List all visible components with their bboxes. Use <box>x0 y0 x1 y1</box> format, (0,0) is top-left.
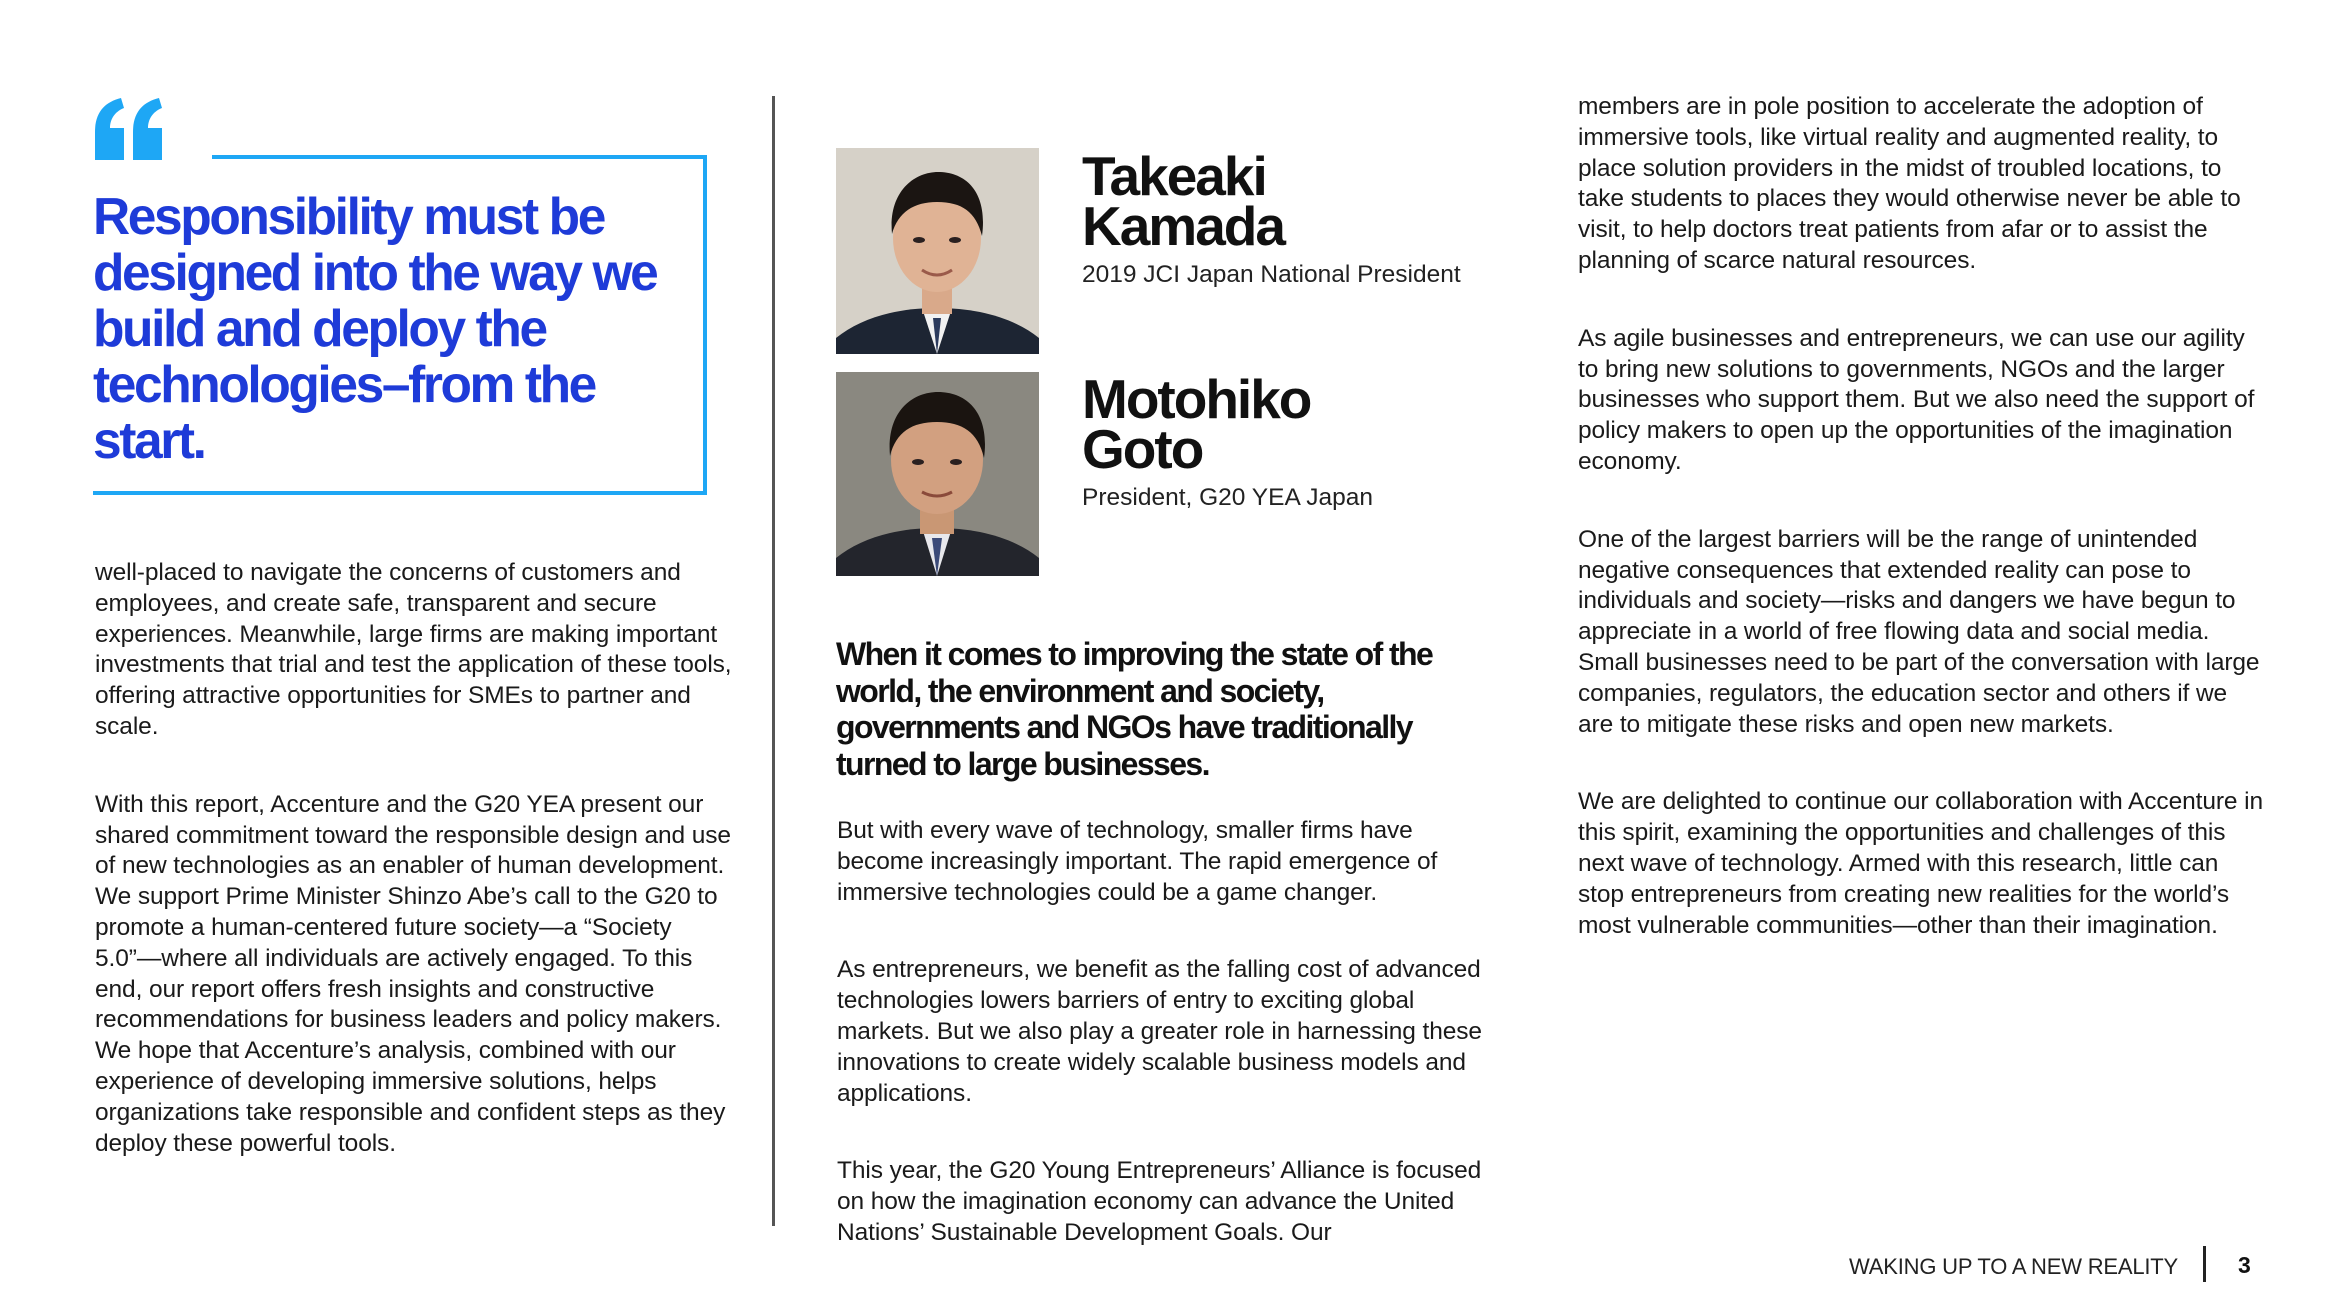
person-role: 2019 JCI Japan National President <box>1082 261 1461 288</box>
pull-quote: Responsibility must be designed into the way we build and deploy the technologies–from the start. <box>93 187 657 469</box>
person-name-line-1: Takeaki <box>1082 145 1266 207</box>
portrait-photo-goto <box>836 372 1039 576</box>
footer-divider <box>2203 1246 2206 1282</box>
right-paragraph-1: members are in pole position to accelerate the adoption of immersive tools, like virtual reality and augmented reality, to place solution providers in the midst of troubled locations, to take students to places they would otherwise never be able to visit, to help doctors treat patients from afar or to assist the planning of scarce natural resources. <box>1578 93 2241 274</box>
person-card-goto <box>1082 368 1502 512</box>
middle-column <box>837 816 1487 1296</box>
right-paragraph-4: We are delighted to continue our collaboration with Accenture in this spirit, examining the opportunities and challenges of this next wave of technology. Armed with this research, little can stop entrepreneurs from creating new realities for the world’s most vulnerable communities—other than their imagination. <box>1578 788 2264 939</box>
person-card-kamada <box>1082 145 1502 289</box>
middle-paragraph-3: This year, the G20 Young Entrepreneurs’ Alliance is focused on how the imagination economy can advance the United Nations’ Sustainable Development Goals. Our <box>837 1157 1482 1246</box>
left-paragraph-1: well-placed to navigate the concerns of customers and employees, and create safe, transparent and secure experiences. Meanwhile, large firms are making important investments that trial and test the application of these tools, offering attractive opportunities for SMEs to partner and scale. <box>95 559 732 740</box>
page-number: 3 <box>2238 1252 2251 1278</box>
open-quote-icon <box>93 98 165 162</box>
person-name-line-2: Kamada <box>1082 195 1284 257</box>
section-subhead: When it comes to improving the state of the world, the environment and society, governments and NGOs have traditionally turned to large businesses. <box>836 636 1433 782</box>
right-column <box>1578 92 2268 988</box>
person-name-line-2: Goto <box>1082 418 1203 480</box>
left-column <box>95 558 735 1206</box>
portrait-photo-kamada <box>836 148 1039 354</box>
column-divider <box>772 96 775 1226</box>
middle-paragraph-2: As entrepreneurs, we benefit as the falling cost of advanced technologies lowers barriers of entry to exciting global markets. But we also play a greater role in harnessing these innovations to create widely scalable business models and applications. <box>837 956 1482 1107</box>
footer-report-title: WAKING UP TO A NEW REALITY <box>1849 1254 2178 1279</box>
middle-paragraph-1: But with every wave of technology, smaller firms have become increasingly important. The rapid emergence of immersive technologies could be a game changer. <box>837 817 1438 906</box>
left-paragraph-2: With this report, Accenture and the G20 YEA present our shared commitment toward the responsible design and use of new technologies as an enabler of human development. We support Prime Minister Shinzo Abe’s call to the G20 to promote a human-centered future society—a “Society 5.0”—where all individuals are actively engaged. To this end, our report offers fresh insights and constructive recommendations for business leaders and policy makers. We hope that Accenture’s analysis, combined with our experience of developing immersive solutions, helps organizations take responsible and confident steps as they deploy these powerful tools. <box>95 790 731 1157</box>
right-paragraph-3: One of the largest barriers will be the range of unintended negative consequences that extended reality can pose to individuals and society—risks and dangers we have begun to appreciate in a world of free flowing data and social media. Small businesses need to be part of the conversation with large companies, regulators, the education sector and others if we are to mitigate these risks and open new markets. <box>1578 525 2260 738</box>
person-name-line-1: Motohiko <box>1082 368 1311 430</box>
right-paragraph-2: As agile businesses and entrepreneurs, we can use our agility to bring new solutions to governments, NGOs and the larger businesses who support them. But we also need the support of policy makers to open up the opportunities of the imagination economy. <box>1578 324 2255 475</box>
person-role: President, G20 YEA Japan <box>1082 484 1374 511</box>
